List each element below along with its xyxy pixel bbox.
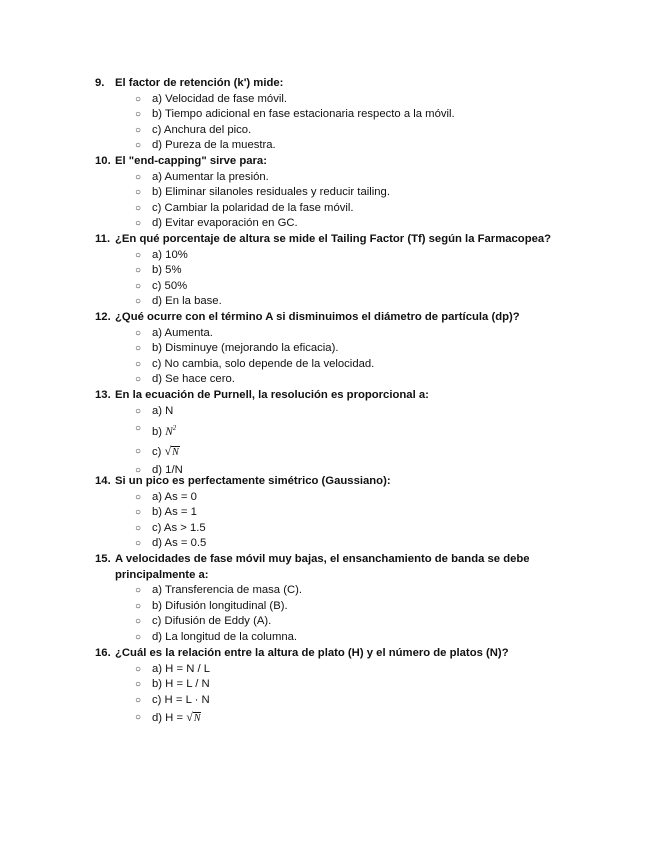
options-list (95, 248, 565, 310)
option-d: ○ d) En la base. (95, 294, 565, 310)
bullet-circle-icon: ○ (135, 423, 142, 434)
option-c: ○ c) No cambia, solo depende de la velocidad. (95, 357, 565, 373)
question-text: ¿Cuál es la relación entre la altura de plato (H) y el número de platos (N)? (115, 647, 509, 659)
bullet-circle-icon: ○ (135, 249, 142, 261)
option-a: ○ a) As = 0 (95, 490, 565, 506)
option-b: ○ b) Difusión longitudinal (B). (95, 599, 565, 615)
bullet-circle-icon: ○ (135, 265, 142, 276)
option-a: ○ a) N (95, 404, 565, 420)
question-text: El "end-capping" sirve para: (115, 155, 267, 167)
options-list (95, 490, 565, 552)
question-number: 9. (95, 77, 105, 89)
question-text: Si un pico es perfectamente simétrico (Gaussiano): (115, 475, 391, 487)
options-list (95, 326, 565, 388)
bullet-circle-icon: ○ (135, 187, 142, 198)
question-15 (95, 552, 565, 645)
option-c: ○ c) Difusión de Eddy (A). (95, 614, 565, 630)
bullet-circle-icon: ○ (135, 343, 142, 354)
option-a: ○ a) Velocidad de fase móvil. (95, 92, 565, 108)
question-16 (95, 646, 565, 729)
option-d: ○ d) Se hace cero. (95, 372, 565, 388)
option-c: ○ c) H = L · N (95, 693, 565, 709)
bullet-circle-icon: ○ (135, 464, 142, 476)
option-b: ○ b) H = L / N (95, 677, 565, 693)
question-text: El factor de retención (k') mide: (115, 77, 284, 89)
options-list (95, 404, 565, 479)
question-number: 16. (95, 647, 111, 659)
bullet-circle-icon: ○ (135, 600, 142, 612)
question-text: ¿Qué ocurre con el término A si disminuimos el diámetro de partícula (dp)? (115, 311, 520, 323)
bullet-circle-icon: ○ (135, 585, 142, 596)
bullet-circle-icon: ○ (135, 631, 142, 643)
option-b: ○ b) As = 1 (95, 505, 565, 521)
bullet-circle-icon: ○ (135, 663, 142, 675)
question-10 (95, 154, 565, 232)
option-c: ○ c) Anchura del pico. (95, 123, 565, 139)
bullet-circle-icon: ○ (135, 522, 142, 534)
question-number: 14. (95, 475, 111, 487)
option-a: ○ a) Aumenta. (95, 326, 565, 342)
question-number: 11. (95, 233, 111, 245)
option-a: ○ a) 10% (95, 248, 565, 264)
option-d: ○ d) Pureza de la muestra. (95, 138, 565, 154)
bullet-circle-icon: ○ (135, 140, 142, 151)
bullet-circle-icon: ○ (135, 538, 142, 549)
option-a: ○ a) Aumentar la presión. (95, 170, 565, 186)
options-list (95, 92, 565, 154)
bullet-circle-icon: ○ (135, 109, 142, 120)
option-d: ○ d) As = 0.5 (95, 536, 565, 552)
option-d: ○ d) La longitud de la columna. (95, 630, 565, 646)
question-9 (95, 76, 565, 154)
options-list (95, 583, 565, 645)
option-d: ○ d) 1/N (95, 463, 565, 479)
question-number: 10. (95, 155, 111, 167)
bullet-circle-icon: ○ (135, 296, 142, 307)
question-text: En la ecuación de Purnell, la resolución es proporcional a: (115, 389, 429, 401)
bullet-circle-icon: ○ (135, 712, 142, 723)
bullet-circle-icon: ○ (135, 358, 142, 370)
math-sqrt-n: √N (164, 444, 179, 459)
bullet-circle-icon: ○ (135, 93, 142, 105)
question-number: 13. (95, 389, 111, 401)
option-a: ○ a) Transferencia de masa (C). (95, 583, 565, 599)
math-sqrt-n: √N (186, 710, 201, 724)
option-c: ○ c) √N (95, 442, 565, 463)
question-text: ¿En qué porcentaje de altura se mide el Tailing Factor (Tf) según la Farmacopea? (115, 233, 552, 245)
bullet-circle-icon: ○ (135, 374, 142, 385)
option-b: ○ b) 5% (95, 263, 565, 279)
option-c: ○ c) Cambiar la polaridad de la fase móvil. (95, 201, 565, 217)
option-b: ○ b) Disminuye (mejorando la eficacia). (95, 341, 565, 357)
bullet-circle-icon: ○ (135, 280, 142, 292)
question-text: A velocidades de fase móvil muy bajas, el ensanchamiento de banda se debe principalmente a: (115, 553, 530, 581)
bullet-circle-icon: ○ (135, 218, 142, 229)
question-12 (95, 310, 565, 388)
bullet-circle-icon: ○ (135, 327, 142, 339)
option-c: ○ c) As > 1.5 (95, 521, 565, 537)
bullet-circle-icon: ○ (135, 124, 142, 136)
option-b: ○ b) Tiempo adicional en fase estacionaria respecto a la móvil. (95, 107, 565, 123)
math-n-squared: $N^2$ (165, 424, 177, 438)
question-number: 15. (95, 553, 111, 565)
bullet-circle-icon: ○ (135, 507, 142, 518)
bullet-circle-icon: ○ (135, 171, 142, 183)
option-a: ○ a) H = N / L (95, 662, 565, 678)
question-11 (95, 232, 565, 310)
option-b: ○ b) $N^2$ (95, 419, 565, 442)
option-d: ○ d) Evitar evaporación en GC. (95, 216, 565, 232)
bullet-circle-icon: ○ (135, 491, 142, 503)
bullet-circle-icon: ○ (135, 694, 142, 706)
bullet-circle-icon: ○ (135, 616, 142, 627)
question-number: 12. (95, 311, 111, 323)
options-list (95, 170, 565, 232)
options-list (95, 662, 565, 729)
option-c: ○ c) 50% (95, 279, 565, 295)
bullet-circle-icon: ○ (135, 405, 142, 417)
bullet-circle-icon: ○ (135, 446, 142, 458)
option-b: ○ b) Eliminar silanoles residuales y reducir tailing. (95, 185, 565, 201)
option-d: ○ d) H = √N (95, 708, 565, 729)
bullet-circle-icon: ○ (135, 202, 142, 214)
bullet-circle-icon: ○ (135, 679, 142, 690)
question-14 (95, 474, 565, 552)
question-13 (95, 388, 565, 478)
